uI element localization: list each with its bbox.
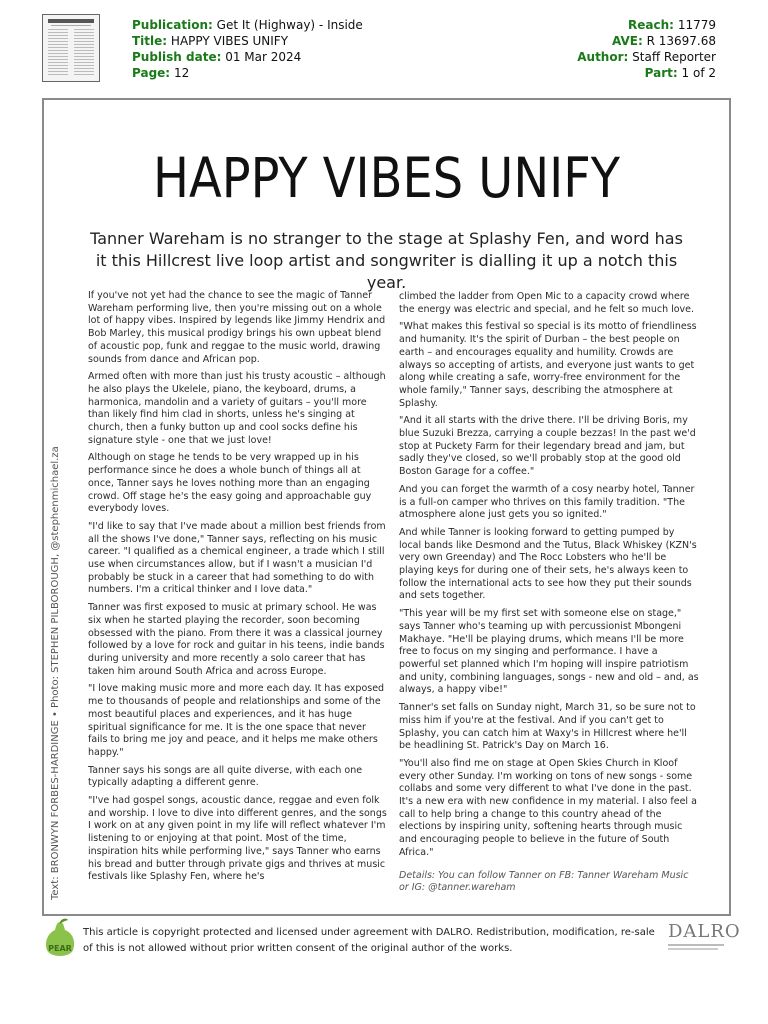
article-details: Details: You can follow Tanner on FB: Tanner Wareham Music or IG: @tanner.wareham (399, 869, 689, 894)
clipping-thumbnail (42, 14, 100, 82)
part-row (577, 65, 716, 81)
ave-value: R 13697.68 (646, 34, 716, 48)
paragraph: And you can forget the warmth of a cosy nearby hotel, Tanner is a full-on camper who thrives on this family tradition. "The atmosphere alone just gets you so ignited." (399, 483, 695, 521)
paragraph: And while Tanner is looking forward to getting pumped by local bands like Desmond and the Tutus, Black Whiskey (KZN's very own Greenday) and The Rocc Lobsters who he'll be playing keys for during one of their sets, he's always keen to follow the international acts to see how they put their sounds and sets together. (399, 526, 697, 602)
paragraph: "And it all starts with the drive there. I'll be driving Boris, my blue Suzuki Brezza, carrying a couple bezzas! In the past we'd stop at Puckety Farm for their legendary bread and jam, but sadly they've closed, so we'll probably stop at the good old Boston Garage for a coffee." (399, 415, 696, 478)
metadata-right (577, 17, 716, 81)
paragraph: "What makes this festival so special is its motto of friendliness and humanity. It's the spirit of Durban – the best people on earth – and encourages equality and humility. Crowds are always so accepting of artists, and everyone just wants to get along while creating a safe, worry-free environment for the whole family," Tanner says, describing the atmosphere at Splashy. (399, 321, 697, 409)
part-label: Part: (644, 66, 678, 80)
publish-date-label: Publish date: (132, 50, 222, 64)
publication-row (132, 17, 363, 33)
dalro-logo-text: DALRO (668, 921, 741, 942)
paragraph: "You'll also find me on stage at Open Skies Church in Kloof every other Sunday. I'm working on tons of new songs - some collabs and some very different to what I've done in the past. It's a new era with new confidence in my material. I also feel a call to help bring a change to this country ahead of the elections by inspiring unity, softening hearts through music and encouraging people to believe in the future of South Africa." (399, 757, 697, 858)
metadata-left (132, 17, 363, 81)
dalro-logo (668, 921, 741, 962)
article-standfirst: Tanner Wareham is no stranger to the stage at Splashy Fen, and word has it this Hillcrest live loop artist and songwriter is dialling it up a notch this year. (90, 229, 683, 292)
paragraph: "I'd like to say that I've made about a million best friends from all the shows I've done," Tanner says, reflecting on his music career. "I qualified as a chemical engineer, a trade which I still use when circumstances allow, but if I wasn't a musician I'd probably be stuck in a career that had something to do with numbers. I'm a critical thinker and I love data." (88, 520, 386, 596)
title-value: HAPPY VIBES UNIFY (170, 34, 289, 48)
paragraph: "I love making music more and more each day. It has exposed me to thousands of people and relationships and some of the most beautiful places and experiences, and it has huge spiritual significance for me. It is the one space that never fails to bring me joy and peace, and it helps me make others happy." (88, 683, 385, 758)
article-headline: HAPPY VIBES UNIFY (153, 146, 620, 210)
reach-label: Reach: (628, 18, 674, 32)
paragraph: "This year will be my first set with someone else on stage," says Tanner who's teaming up with percussionist Mbongeni Makhaye. "He'll be playing drums, which means I'll be more free to focus on my singing and performance. I have a powerful set planned which I'm hoping will inspire patriotism and unity, combining languages, songs - new and old – and, as always, a happy vibe!" (399, 608, 699, 696)
thumbnail-column-left (48, 29, 68, 77)
author-label: Author: (577, 50, 629, 64)
article-column-right (399, 291, 699, 900)
paragraph: Tanner was first exposed to music at primary school. He was six when he started playing the recorder, soon becoming obsessed with the piano. From there it was a classical journey followed by a love for rock and guitar in his teens, indie bands during university and more recently a solo career that has taken him around South Africa and across Europe. (88, 602, 385, 677)
title-row (132, 33, 363, 49)
publication-label: Publication: (132, 18, 213, 32)
thumbnail-subtitle-line (51, 25, 91, 26)
pear-logo-text: PEAR (48, 944, 72, 953)
reach-row (577, 17, 716, 33)
page-row (132, 65, 363, 81)
thumbnail-title-bar (48, 19, 94, 23)
ave-row (577, 33, 716, 49)
paragraph: Armed often with more than just his trusty acoustic – although he also plays the Ukelele, piano, the keyboard, drums, a harmonica, mandolin and a variety of guitars – you'll more than likely find him clad in shorts, unless he's singing at church, then a funky button up and cool socks define his signature style - one that we just love! (88, 371, 386, 446)
author-row (577, 49, 716, 65)
publish-date-row (132, 49, 363, 65)
page-value: 12 (173, 66, 190, 80)
paragraph: Tanner says his songs are all quite diverse, with each one typically adapting a different genre. (88, 764, 363, 789)
reach-value: 11779 (677, 18, 716, 32)
copyright-notice: This article is copyright protected and licensed under agreement with DALRO. Redistribution, modification, re-sale of this is not allowed without prior written consent of the original author of the works. (83, 927, 655, 954)
dalro-logo-line (668, 944, 724, 946)
part-value: 1 of 2 (681, 66, 716, 80)
title-label: Title: (132, 34, 168, 48)
paragraph: Tanner's set falls on Sunday night, March 31, so be sure not to miss him if you're at the festival. And if you can't get to Splashy, you can catch him at Waxy's in Hillcrest where he'll be headlining St. Patrick's Day on March 16. (399, 702, 696, 752)
paragraph: If you've not yet had the chance to see the magic of Tanner Wareham performing live, then you're missing out on a whole lot of happy vibes. Inspired by legends like Jimmy Hendrix and Bob Marley, this musical prodigy brings his own upbeat blend of acoustic pop, funk and reggae to the music world, drawing sounds from dance and African pop. (88, 290, 386, 365)
page-label: Page: (132, 66, 171, 80)
paragraph: "I've had gospel songs, acoustic dance, reggae and even folk and worship. I love to dive into different genres, and the songs I work on at any given point in my life will reflect whatever I'm listening to or enjoying at that point. Most of the time, inspiration hits while performing live," says Tanner who earns his bread and butter through private gigs and thrives at music festivals like Splashy Fen, where he's (88, 795, 387, 883)
photo-credit: Text: BRONWYN FORBES-HARDINGE • Photo: STEPHEN PILBOROUGH, @stephenmichael.za (50, 446, 61, 900)
pear-logo-icon (40, 918, 80, 960)
publish-date-value: 01 Mar 2024 (225, 50, 302, 64)
thumbnail-column-right (74, 29, 94, 77)
author-value: Staff Reporter (632, 50, 716, 64)
dalro-logo-line (668, 948, 718, 950)
paragraph: climbed the ladder from Open Mic to a capacity crowd where the energy was electric and special, and he felt so much love. (399, 291, 695, 315)
ave-label: AVE: (611, 34, 643, 48)
article-column-left (88, 290, 388, 889)
publication-value: Get It (Highway) - Inside (216, 18, 363, 32)
article-clipping (42, 98, 731, 916)
paragraph: Although on stage he tends to be very wrapped up in his performance since he does a whole bunch of things all at once, Tanner says he loves nothing more than an engaging crowd. Off stage he's the easy going and approachable guy everybody loves. (88, 452, 372, 515)
